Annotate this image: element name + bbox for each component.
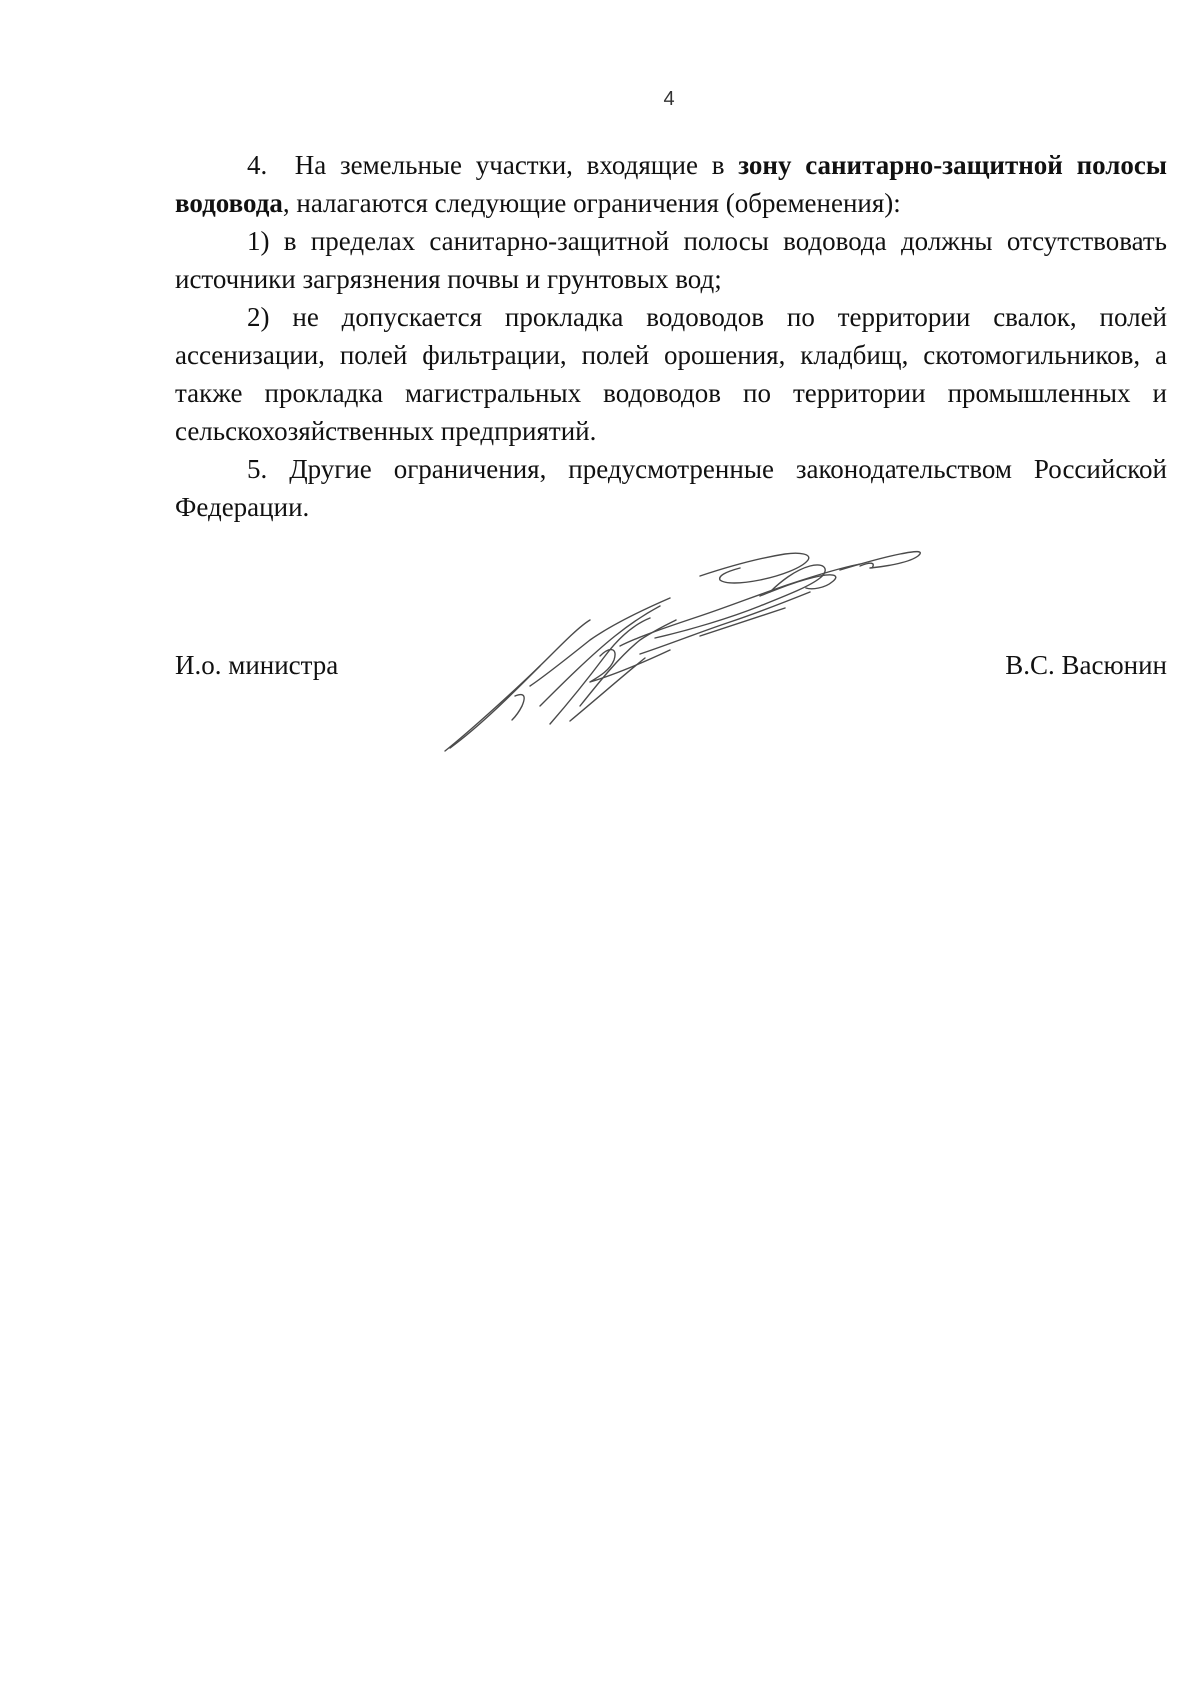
paragraph-5: 5. Другие ограничения, предусмотренные законодательством Российской Федерации. xyxy=(175,454,1167,522)
paragraph-4-text-start: На земельные участки, входящие в xyxy=(267,150,739,180)
page-number: 4 xyxy=(663,88,675,110)
document-body xyxy=(175,146,1167,526)
signer-position: И.о. министра xyxy=(175,650,339,680)
signer-name: В.С. Васюнин xyxy=(1005,650,1167,680)
paragraph-4-item-1: 1) в пределах санитарно-защитной полосы водовода должны отсутствовать источники загрязнения почвы и грунтовых вод; xyxy=(175,226,1167,294)
paragraph-4-text-end: , налагаются следующие ограничения (обременения): xyxy=(282,188,901,218)
paragraph-4-number: 4. xyxy=(247,150,268,180)
paragraph-4-bold-term: зону санитарно-защитной полосы водовода xyxy=(175,150,1167,218)
handwritten-signature xyxy=(440,536,970,766)
paragraph-4 xyxy=(175,146,1167,222)
paragraph-4-item-2: 2) не допускается прокладка водоводов по территории свалок, полей ассенизации, полей фильтрации, полей орошения, кладбищ, скотомогильников, а также прокладка магистральных водоводов по территории промышленных и сельскохозяйственных предприятий. xyxy=(175,302,1167,446)
